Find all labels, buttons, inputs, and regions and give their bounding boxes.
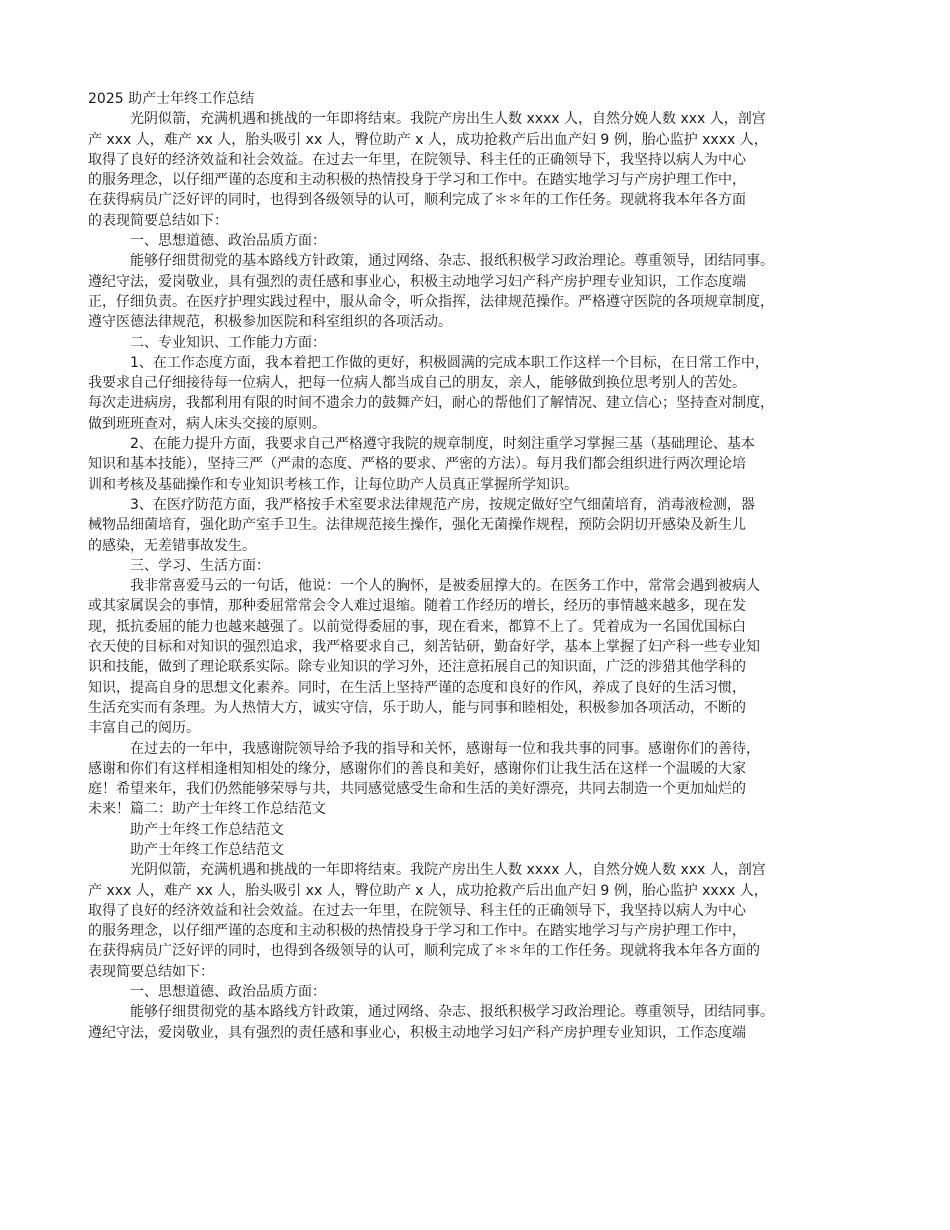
- text-line: 产 xxx 人，难产 xx 人，胎头吸引 xx 人，臀位助产 x 人，成功抢救产后出血产妇 9 例，胎心监护 xxxx 人，: [88, 882, 768, 899]
- text-line: 我要求自己仔细接待每一位病人，把每一位病人都当成自己的朋友，亲人，能够做到换位思考别人的苦处。: [88, 375, 746, 392]
- subtitle: 助产士年终工作总结范文: [130, 841, 284, 858]
- text-line: 取得了良好的经济效益和社会效益。在过去一年里，在院领导、科主任的正确领导下，我坚持以病人为中心: [88, 151, 746, 168]
- text-line: 能够仔细贯彻党的基本路线方针政策，通过网络、杂志、报纸积极学习政治理论。尊重领导，团结同事。: [130, 253, 774, 270]
- text-line: 能够仔细贯彻党的基本路线方针政策，通过网络、杂志、报纸积极学习政治理论。尊重领导，团结同事。: [130, 1004, 774, 1021]
- text-line: 训和考核及基础操作和专业知识考核工作，让每位助产人员真正掌握所学知识。: [88, 476, 578, 493]
- text-line: 在获得病员广泛好评的同时，也得到各级领导的认可，顺利完成了＊＊年的工作任务。现就将我本年各方面: [88, 192, 746, 209]
- text-line: 丰富自己的阅历。: [88, 720, 200, 737]
- document-page: [88, 89, 888, 1043]
- text-line: 3、在医疗防范方面，我严格按手术室要求法律规范产房，按规定做好空气细菌培育，消毒液检测，器: [130, 496, 755, 513]
- text-line: 生活充实而有条理。为人热情大方，诚实守信，乐于助人，能与同事和睦相处，积极参加各项活动，不断的: [88, 699, 746, 716]
- text-line: 2、在能力提升方面，我要求自己严格遵守我院的规章制度，时刻注重学习掌握三基（基础理论、基本: [130, 436, 755, 453]
- text-line: 产 xxx 人，难产 xx 人，胎头吸引 xx 人，臀位助产 x 人，成功抢救产后出血产妇 9 例，胎心监护 xxxx 人，: [88, 131, 768, 148]
- text-line: 感谢和你们有这样相逢相知相处的缘分，感谢你们的善良和美好，感谢你们让我生活在这样一个温暖的大家: [88, 760, 746, 777]
- text-line: 识和技能，做到了理论联系实际。除专业知识的学习外，还注意拓展自己的知识面，广泛的涉猎其他学科的: [88, 659, 746, 676]
- text-line: 在过去的一年中，我感谢院领导给予我的指导和关怀，感谢每一位和我共事的同事。感谢你们的善待，: [130, 740, 760, 757]
- section-heading: 二、专业知识、工作能力方面：: [130, 334, 326, 351]
- text-line: 光阴似箭，充满机遇和挑战的一年即将结束。我院产房出生人数 xxxx 人，自然分娩人数 xxx 人，剖宫: [130, 111, 766, 128]
- text-line: 的表现简要总结如下：: [88, 212, 228, 229]
- section-heading: 一、思想道德、政治品质方面：: [130, 233, 326, 250]
- text-line: 做到班班查对，病人床头交接的原则。: [88, 415, 326, 432]
- subtitle: 助产士年终工作总结范文: [130, 821, 284, 838]
- text-line: 庭！希望来年，我们仍然能够荣辱与共，共同感觉感受生命和生活的美好漂亮，共同去制造一个更加灿烂的: [88, 781, 746, 798]
- text-line: 表现简要总结如下：: [88, 963, 214, 980]
- section-heading: 一、思想道德、政治品质方面：: [130, 984, 326, 1001]
- section-heading: 三、学习、生活方面：: [130, 557, 270, 574]
- text-line: 1、在工作态度方面，我本着把工作做的更好，积极圆满的完成本职工作这样一个目标，在日常工作中，: [130, 354, 769, 371]
- text-line: 遵守医德法律规范，积极参加医院和科室组织的各项活动。: [88, 314, 452, 331]
- text-line: 的感染，无差错事故发生。: [88, 537, 256, 554]
- text-line: 未来！篇二：助产士年终工作总结范文: [88, 801, 326, 818]
- text-line: 知识和基本技能），坚持三严（严肃的态度、严格的要求、严密的方法）。每月我们都会组织进行两次理论培: [88, 456, 746, 473]
- text-line: 正，仔细负责。在医疗护理实践过程中，服从命令，听众指挥，法律规范操作。严格遵守医院的各项规章制度，: [88, 293, 774, 310]
- text-line: 在获得病员广泛好评的同时，也得到各级领导的认可，顺利完成了＊＊年的工作任务。现就将我本年各方面的: [88, 943, 760, 960]
- text-line: 我非常喜爱马云的一句话，他说：一个人的胸怀，是被委屈撑大的。在医务工作中，常常会遇到被病人: [130, 578, 760, 595]
- text-line: 现，抵抗委屈的能力也越来越强了。以前觉得委屈的事，现在看来，都算不上了。凭着成为一名国优国标白: [88, 618, 746, 635]
- text-line: 取得了良好的经济效益和社会效益。在过去一年里，在院领导、科主任的正确领导下，我坚持以病人为中心: [88, 902, 746, 919]
- text-line: 衣天使的目标和对知识的强烈追求，我严格要求自己，刻苦钻研，勤奋好学，基本上掌握了妇产科一些专业知: [88, 639, 760, 656]
- text-line: 的服务理念，以仔细严谨的态度和主动积极的热情投身于学习和工作中。在踏实地学习与产房护理工作中，: [88, 923, 746, 940]
- text-line: 或其家属误会的事情，那种委屈常常会令人难过退缩。随着工作经历的增长，经历的事情越来越多，现在发: [88, 598, 746, 615]
- document-title: 2025 助产士年终工作总结: [88, 91, 255, 107]
- text-line: 械物品细菌培育，强化助产室手卫生。法律规范接生操作，强化无菌操作规程，预防会阴切开感染及新生儿: [88, 517, 746, 534]
- text-line: 每次走进病房，我都利用有限的时间不遗余力的鼓舞产妇，耐心的帮他们了解情况、建立信心；坚持查对制度，: [88, 395, 774, 412]
- text-line: 遵纪守法，爱岗敬业，具有强烈的责任感和事业心，积极主动地学习妇产科产房护理专业知识，工作态度端: [88, 273, 746, 290]
- text-line: 的服务理念，以仔细严谨的态度和主动积极的热情投身于学习和工作中。在踏实地学习与产房护理工作中，: [88, 172, 746, 189]
- text-line: 光阴似箭，充满机遇和挑战的一年即将结束。我院产房出生人数 xxxx 人，自然分娩人数 xxx 人，剖宫: [130, 862, 766, 879]
- text-line: 知识，提高自身的思想文化素养。同时，在生活上坚持严谨的态度和良好的作风，养成了良好的生活习惯，: [88, 679, 746, 696]
- text-line: 遵纪守法，爱岗敬业，具有强烈的责任感和事业心，积极主动地学习妇产科产房护理专业知识，工作态度端: [88, 1024, 746, 1041]
